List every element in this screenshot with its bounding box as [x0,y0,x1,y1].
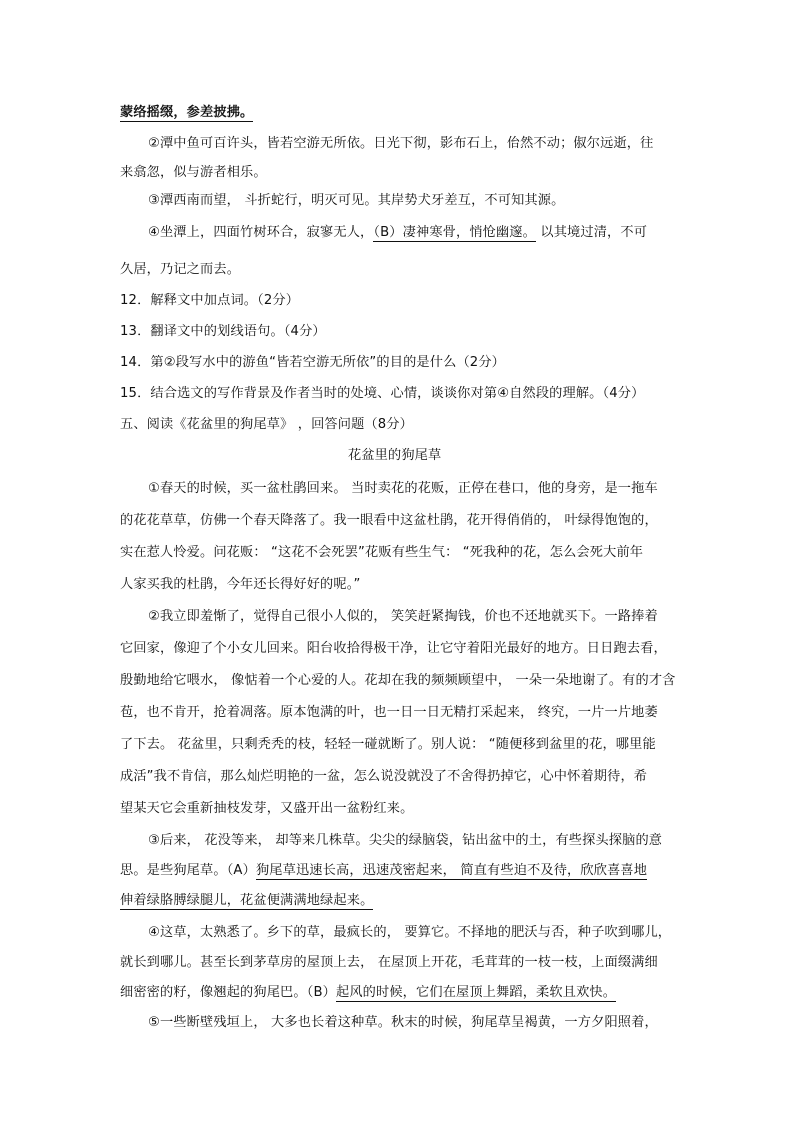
article-paragraph-1-line-3: 实在惹人怜爱。问花贩： “这花不会死罢”花贩有些生气： “死我种的花，怎么会死大前年 [120,545,644,560]
article-paragraph-2-line-5: 了下去。 花盆里，只剩秃秃的枝，轻轻一碰就断了。别人说： “随便移到盆里的花，哪里能 [120,737,656,752]
article-paragraph-2-line-3: 殷勤地给它喂水， 像惦着一个心爱的人。花却在我的频频顾望中， 一朵一朵地谢了。有的才含 [120,673,676,688]
question-14: 14．第②段写水中的游鱼“皆若空游无所依”的目的是什么（2分） [120,355,505,370]
article-paragraph-3-line-3 [120,892,373,910]
article-paragraph-1-line-4: 人家买我的杜鹃，今年还长得好好的呢。” [120,577,361,592]
underlined-sentence-b: （B）凄神寒骨，悄怆幽邃。 [373,225,537,240]
underlined-sentence-a: 狗尾草迅速长高，迅速茂密起来， 简直有些迫不及待，欣欣喜喜地 [255,863,648,878]
article-paragraph-4-line-2: 就长到哪儿。甚至长到茅草房的屋顶上去， 在屋顶上开花，毛茸茸的一枝一枝，上面缀满细 [120,955,658,970]
article-paragraph-2-line-4: 苞，也不肯开，抢着凋落。原本饱满的叶，也一日一日无精打采起来， 终究，一片一片地萎 [120,705,658,720]
paragraph-2-line-1: ②潭中鱼可百许头，皆若空游无所依。日光下彻，影布石上，佁然不动；俶尔远逝，往 [148,136,654,151]
question-15: 15．结合选文的写作背景及作者当时的处境、心情，谈谈你对第④自然段的理解。（4分） [120,386,645,401]
article-title: 花盆里的狗尾草 [348,448,442,463]
text-line-continuation: 蒙络摇缀，参差披拂。 [120,105,254,120]
article-paragraph-2-line-7: 望某天它会重新抽枝发芽，又盛开出一盆粉红来。 [120,801,414,816]
paragraph-3: ③潭西南而望， 斗折蛇行，明灭可见。其岸势犬牙差互，不可知其源。 [148,193,565,208]
article-paragraph-1-line-2: 的花花草草，仿佛一个春天降落了。我一眼看中这盆杜鹃，花开得俏俏的， 叶绿得饱饱的， [120,513,658,528]
underlined-sentence-b-article: 起风的时候，它们在屋顶上舞蹈，柔软且欢快。 [336,985,617,1000]
article-paragraph-1-line-1: ①春天的时候，买一盆杜鹃回来。 当时卖花的花贩，正停在巷口，他的身旁，是一拖车 [148,481,658,496]
article-paragraph-2-line-2: 它回家，像迎了个小女儿回来。阳台收拾得极干净，让它守着阳光最好的地方。日日跑去看， [120,641,667,656]
underlined-sentence-a-continued: 伸着绿胳膊绿腿儿，花盆便满满地绿起来。 [120,893,374,908]
paragraph-2-line-2: 来翕忽，似与游者相乐。 [120,165,267,180]
article-paragraph-3-line-1: ③后来， 花没等来， 却等来几株草。尖尖的绿脑袋，钻出盆中的土，有些探头探脑的意 [148,833,663,848]
article-paragraph-5-line-1: ⑤一些断壁残垣上， 大多也长着这种草。秋末的时候，狗尾草呈褐黄，一方夕阳照着， [148,1015,658,1030]
question-13: 13．翻译文中的划线语句。（4分） [120,324,326,339]
section-five-heading: 五、阅读《花盆里的狗尾草》 ，回答问题（8分） [120,417,413,432]
article-paragraph-2-line-1: ②我立即羞惭了，觉得自己很小人似的， 笑笑赶紧掏钱，价也不还地就买下。一路捧着 [148,609,658,624]
article-paragraph-4-line-1: ④这草，太熟悉了。乡下的草，最疯长的， 要算它。不择地的肥沃与否，种子吹到哪儿， [148,925,672,940]
article-paragraph-2-line-6: 成活”我不肯信，那么灿烂明艳的一盆，怎么说没就没了不舍得扔掉它，心中怀着期待，希 [120,769,648,784]
paragraph-4-line-2: 久居，乃记之而去。 [120,262,241,277]
paragraph-4-line-1: ④坐潭上，四面竹树环合，寂寥无人，（B）凄神寒骨，悄怆幽邃。 以其境过清，不可 [148,225,648,240]
article-paragraph-3-line-2: 思。是些狗尾草。（A）狗尾草迅速长高，迅速茂密起来， 简直有些迫不及待，欣欣喜喜地 [120,863,648,878]
question-12: 12．解释文中加点词。（2分） [120,293,300,308]
article-paragraph-4-line-3: 细密密的籽，像翘起的狗尾巴。（B）起风的时候，它们在屋顶上舞蹈，柔软且欢快。 [120,985,617,1000]
